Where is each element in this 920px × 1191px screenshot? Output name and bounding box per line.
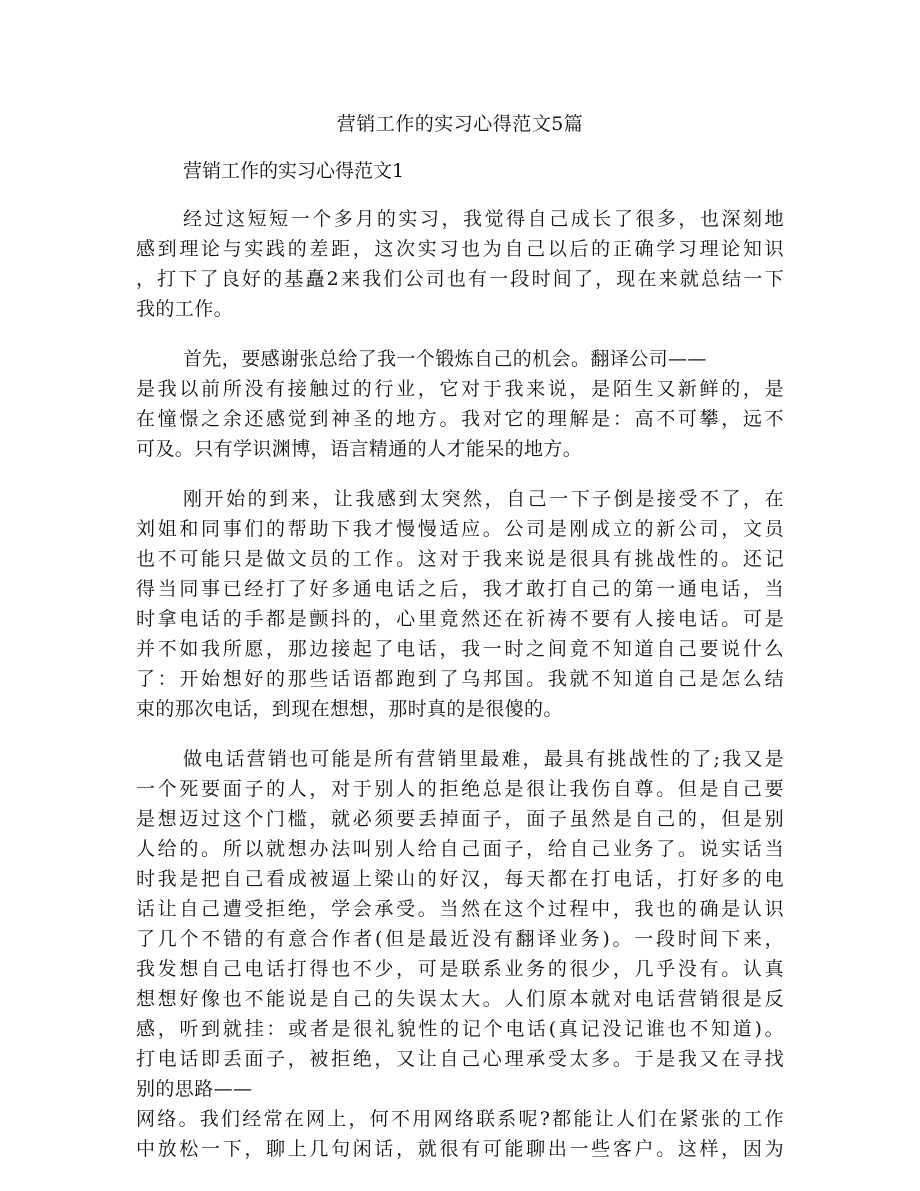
paragraph-line: 首先，要感谢张总给了我一个锻炼自己的机会。翻译公司——: [183, 348, 707, 370]
paragraph-line: 并不如我所愿，那边接起了电话，我一时之间竟不知道自己要说什么: [136, 638, 784, 660]
paragraph-line: 在憧憬之余还感觉到神圣的地方。我对它的理解是：高不可攀，远不: [136, 408, 784, 430]
paragraph-line: 打电话即丢面子，被拒绝，又让自己心理承受太多。于是我又在寻找: [136, 1048, 784, 1070]
document-body: [136, 204, 784, 1184]
paragraph-line: 刘姐和同事们的帮助下我才慢慢适应。公司是刚成立的新公司，文员: [136, 518, 784, 540]
paragraph-line: 得当同事已经打了好多通电话之后，我才敢打自己的第一通电话，当: [136, 578, 784, 600]
paragraph-line: 时拿电话的手都是颤抖的，心里竟然还在祈祷不要有人接电话。可是: [136, 608, 784, 630]
paragraph: [136, 344, 784, 464]
paragraph-line: 了：开始想好的那些话语都跑到了乌邦国。我就不知道自己是怎么结: [136, 668, 784, 690]
paragraph-line: 了几个不错的有意合作者(但是最近没有翻译业务)。一段时间下来，: [136, 928, 784, 950]
paragraph-line: 是想迈过这个门槛，就必须要丢掉面子，面子虽然是自己的，但是别: [136, 808, 784, 830]
paragraph-line: 人给的。所以就想办法叫别人给自己面子，给自己业务了。说实话当: [136, 838, 784, 860]
paragraph: [136, 744, 784, 1164]
paragraph-line: 可及。只有学识渊博，语言精通的人才能呆的地方。: [136, 438, 583, 460]
paragraph-line: 感，听到就挂：或者是很礼貌性的记个电话(真记没记谁也不知道)。: [136, 1018, 784, 1040]
paragraph-line: 网络。我们经常在网上，何不用网络联系呢?都能让人们在紧张的工作: [136, 1108, 784, 1130]
paragraph-line: 我的工作。: [136, 298, 234, 320]
paragraph-line: 刚开始的到来，让我感到太突然，自己一下子倒是接受不了，在: [183, 488, 784, 510]
paragraph-line: 也不可能只是做文员的工作。这对于我来说是很具有挑战性的。还记: [136, 548, 784, 570]
paragraph: [136, 204, 784, 324]
paragraph-line: 是我以前所没有接触过的行业，它对于我来说，是陌生又新鲜的，是: [136, 378, 784, 400]
paragraph-line: 中放松一下，聊上几句闲话，就很有可能聊出一些客户。这样，因为: [136, 1138, 784, 1160]
paragraph-line: 做电话营销也可能是所有营销里最难，最具有挑战性的了;我又是: [183, 748, 784, 770]
paragraph-line: 别的思路——: [136, 1078, 253, 1100]
section-subtitle: 营销工作的实习心得范文1: [183, 160, 405, 182]
paragraph-line: 时我是把自己看成被逼上梁山的好汉，每天都在打电话，打好多的电: [136, 868, 784, 890]
paragraph-line: 一个死要面子的人，对于别人的拒绝总是很让我伤自尊。但是自己要: [136, 778, 784, 800]
paragraph-line: 话让自己遭受拒绝，学会承受。当然在这个过程中，我也的确是认识: [136, 898, 784, 920]
document-title: 营销工作的实习心得范文5篇: [336, 113, 584, 135]
paragraph-line: ，打下了良好的基矗2来我们公司也有一段时间了，现在来就总结一下: [136, 268, 784, 290]
paragraph-line: 感到理论与实践的差距，这次实习也为自己以后的正确学习理论知识: [136, 238, 784, 260]
paragraph-line: 束的那次电话，到现在想想，那时真的是很傻的。: [136, 698, 563, 720]
paragraph: [136, 484, 784, 724]
paragraph-line: 想想好像也不能说是自己的失误太大。人们原本就对电话营销很是反: [136, 988, 784, 1010]
paragraph-line: 经过这短短一个多月的实习，我觉得自己成长了很多，也深刻地: [183, 208, 784, 230]
paragraph-line: 我发想自己电话打得也不少，可是联系业务的很少，几乎没有。认真: [136, 958, 784, 980]
